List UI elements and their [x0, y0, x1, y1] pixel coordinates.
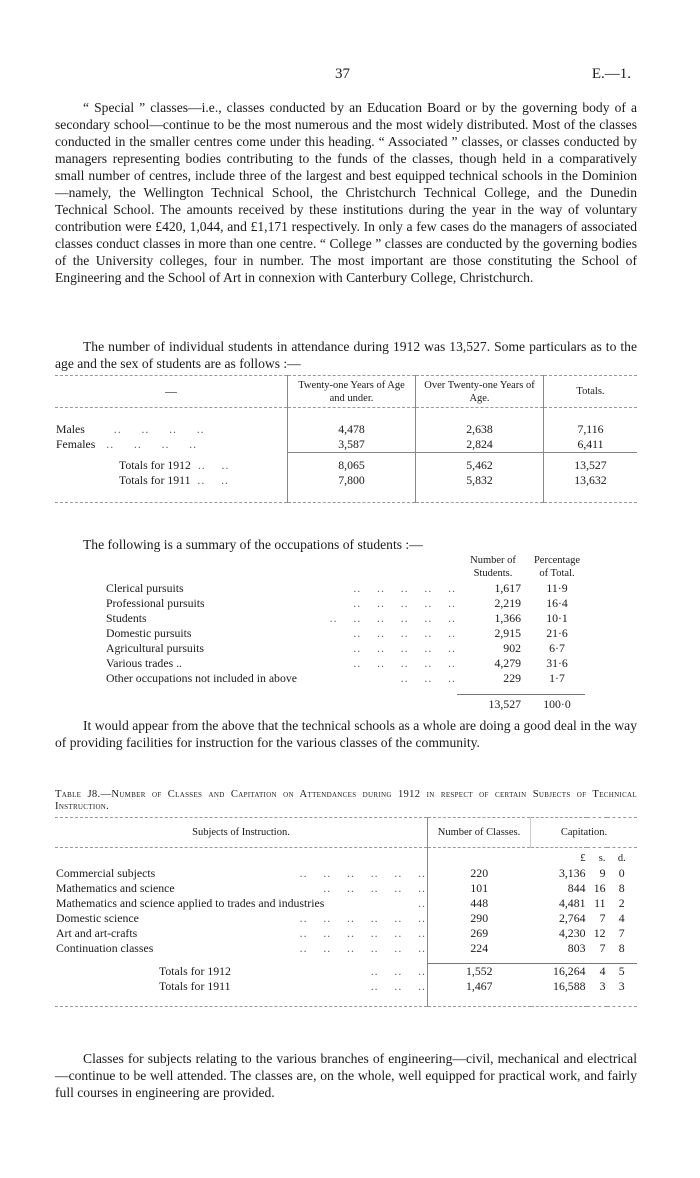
cell-value: 3 [618, 979, 625, 993]
page-number: 37 [335, 66, 350, 82]
cell-value: 1·7 [549, 671, 565, 685]
age-table-blank-header: — [165, 384, 177, 398]
age-table-col-over21: Over Twenty-one Years of Age. [416, 376, 544, 408]
row-label: Commercial subjects [56, 865, 156, 880]
cell-value: 4,481 [558, 895, 586, 910]
table-row: Totals for 1912 .. .. 8,065 5,462 13,527 [55, 458, 637, 473]
row-label: Totals for 1912 [159, 963, 231, 978]
table-row: Totals for 1911 .. .. 7,800 5,832 13,632 [55, 473, 637, 488]
money-head-pence: d. [617, 852, 626, 864]
cell-value: 4 [618, 910, 625, 925]
occupation-total-number: 13,527 [488, 696, 521, 711]
occupation-col-percentage: Percentage of Total. [533, 555, 581, 579]
cell-value: 16 [593, 880, 606, 895]
row-label: Professional pursuits [106, 596, 205, 610]
cell-value: 7 [618, 925, 625, 940]
table-row: Various trades .. .. .. .. .. .. 4,279 31·6 [105, 656, 585, 671]
cell-value: 8,065 [288, 458, 416, 473]
cell-value: 13,632 [574, 473, 607, 487]
table-row: Art and art-crafts .. .. .. .. .. .. 269 4,230 12 7 [55, 926, 637, 941]
table-row: Totals for 1911 .. .. .. 1,467 16,588 3 3 [55, 979, 637, 994]
cell-value: 4 [599, 964, 606, 978]
money-head-shillings: s. [598, 852, 606, 864]
cell-value: 8 [618, 940, 625, 955]
paragraph-special-classes: “ Special ” classes—i.e., classes conducted by an Education Board or by the governing body of a secondary school—continue to be the most numerous and the most widely distributed. Most of the classes conducted in the smaller centres come under this heading. “ Associated ” classes, or classes conducted by managers representing bodies contributing to the funds of the classes, though held in a comparatively small number of centres, include three of the largest and best equipped technical schools in the Dominion—namely, the Wellington Technical School, the Christchurch Technical College, and the Dunedin Technical School. The amounts received by these institutions during the year in the way of voluntary contribution were £420, 1,044, and £1,171 respectively. In only a few cases do the managers of associated classes conduct classes in more than one centre. “ College ” classes are conducted by the governing bodies of the University colleges, four in number. The most important are those constituting the School of Engineering and the School of Art in connexion with Canterbury College, Christchurch. [55, 100, 637, 285]
cell-value: 16,264 [553, 964, 586, 978]
cell-value: 6,411 [544, 437, 638, 453]
cell-value: 5,462 [416, 458, 544, 473]
table-row: Mathematics and science .. .. .. .. .. 101 844 16 8 [55, 881, 637, 896]
cell-value: 101 [428, 881, 531, 896]
table-row: Domestic pursuits .. .. .. .. .. 2,915 21·6 [105, 626, 585, 641]
cell-value: 1,467 [428, 979, 531, 994]
row-label: Various trades .. [106, 656, 183, 670]
cell-value: 3 [599, 979, 606, 993]
paragraph-conclusion: It would appear from the above that the technical schools as a whole are doing a good deal in the way of providing facilities for instruction for the various classes of the community. [55, 718, 637, 750]
cell-value: 2,824 [416, 437, 544, 453]
capitation-table-title: Table J8.—Number of Classes and Capitation on Attendances during 1912 in respect of certain Subjects of Technical Instruction. [55, 789, 637, 812]
table-row: Continuation classes .. .. .. .. .. .. 224 803 7 8 [55, 941, 637, 956]
age-table-col-under21: Twenty-one Years of Age and under. [288, 376, 416, 408]
row-label: Domestic pursuits [106, 626, 192, 640]
row-label: Continuation classes [56, 940, 154, 955]
age-table-col-totals: Totals. [576, 386, 605, 397]
occupation-total-percentage: 100·0 [543, 696, 571, 711]
row-label: Totals for 1912 [119, 458, 191, 472]
age-sex-table [55, 375, 637, 503]
cell-value: 902 [503, 641, 521, 655]
row-label: Art and art-crafts [56, 925, 138, 940]
row-label: Domestic science [56, 910, 139, 925]
table-row: Clerical pursuits .. .. .. .. .. 1,617 11·9 [105, 581, 585, 596]
row-label: Mathematics and science applied to trades and industries [56, 895, 325, 910]
cell-value: 7,116 [577, 421, 604, 436]
cell-value: 3,136 [558, 865, 586, 880]
cell-value: 10·1 [546, 611, 568, 625]
cell-value: 5 [618, 964, 625, 978]
cell-value: 448 [428, 896, 531, 911]
cell-value: 224 [428, 941, 531, 956]
cell-value: 1,366 [494, 611, 521, 625]
cell-value: 31·6 [546, 656, 568, 670]
cell-value: 2,219 [494, 596, 521, 610]
row-label: Totals for 1911 [159, 979, 231, 993]
cell-value: 269 [428, 926, 531, 941]
cell-value: 229 [503, 671, 521, 685]
cell-value: 803 [567, 940, 586, 955]
cell-value: 11·9 [546, 581, 568, 595]
cell-value: 290 [428, 911, 531, 926]
cell-value: 2,764 [558, 910, 586, 925]
cell-value: 4,478 [288, 422, 416, 437]
table-row: Agricultural pursuits .. .. .. .. .. 902 6·7 [105, 641, 585, 656]
cell-value: 16,588 [553, 979, 586, 993]
cell-value: 13,527 [574, 458, 607, 472]
cell-value: 9 [599, 865, 606, 880]
cell-value: 1,552 [428, 964, 531, 980]
cell-value: 7 [599, 910, 606, 925]
cell-value: 8 [618, 880, 625, 895]
row-label: Agricultural pursuits [106, 641, 204, 655]
table-row: Totals for 1912 .. .. .. 1,552 16,264 4 5 [55, 964, 637, 980]
paragraph-engineering: Classes for subjects relating to the various branches of engineering—civil, mechanical and electrical—continue to be well attended. The classes are, on the whole, well equipped for practical work, and fairly full courses in engineering are provided. [55, 1051, 637, 1100]
paragraph-occupations-intro: The following is a summary of the occupations of students :— [83, 537, 423, 552]
cell-value: 3,587 [288, 437, 416, 453]
cell-value: 6·7 [549, 641, 565, 655]
table-row: Males .. .. .. .. 4,478 2,638 7,116 [55, 422, 637, 437]
table-row: Commercial subjects .. .. .. .. .. .. 220 3,136 9 0 [55, 866, 637, 881]
cell-value: 4,230 [558, 925, 586, 940]
document-reference: E.—1. [591, 66, 631, 82]
row-label: Clerical pursuits [106, 581, 184, 595]
row-label: Mathematics and science [56, 880, 175, 895]
cell-value: 4,279 [494, 656, 521, 670]
cell-value: 844 [567, 880, 586, 895]
cell-value: 220 [428, 866, 531, 881]
paragraph-student-numbers: The number of individual students in attendance during 1912 was 13,527. Some particulars as to the age and the sex of students are as follows :— [55, 339, 637, 371]
row-label: Males [56, 421, 85, 436]
cell-value: 5,832 [416, 473, 544, 488]
cell-value: 12 [593, 925, 606, 940]
cell-value: 2,638 [416, 422, 544, 437]
cell-value: 1,617 [494, 581, 521, 595]
capitation-table [55, 817, 637, 1007]
page-header [55, 66, 637, 86]
table-row: Professional pursuits .. .. .. .. .. 2,219 16·4 [105, 596, 585, 611]
table-row: Domestic science .. .. .. .. .. .. 290 2,764 7 4 [55, 911, 637, 926]
table-row: Other occupations not included in above .. .. .. 229 1·7 [105, 671, 585, 686]
table-row: Females .. .. .. .. 3,587 2,824 6,411 [55, 437, 637, 453]
cell-value: 11 [594, 895, 606, 910]
cell-value: 7 [599, 940, 606, 955]
occupation-table [105, 553, 585, 714]
capitation-col-classes: Number of Classes. [428, 818, 531, 848]
table-row: Students .. .. .. .. .. .. 1,366 10·1 [105, 611, 585, 626]
row-label: Other occupations not included in above [106, 671, 297, 685]
capitation-col-capitation: Capitation. [531, 818, 638, 848]
cell-value: 2,915 [494, 626, 521, 640]
occupation-col-number: Number of Students. [470, 555, 516, 579]
row-label: Totals for 1911 [119, 473, 191, 487]
cell-value: 21·6 [546, 626, 568, 640]
money-head-pounds: £ [580, 852, 586, 864]
cell-value: 16·4 [546, 596, 568, 610]
table-row [105, 694, 585, 714]
row-label: Students [106, 611, 147, 625]
row-label: Females [56, 436, 96, 451]
cell-value: 7,800 [288, 473, 416, 488]
capitation-col-subjects: Subjects of Instruction. [192, 827, 290, 838]
cell-value: 2 [618, 895, 625, 910]
cell-value: 0 [618, 865, 625, 880]
table-row: Mathematics and science applied to trades and industries .. 448 4,481 11 2 [55, 896, 637, 911]
